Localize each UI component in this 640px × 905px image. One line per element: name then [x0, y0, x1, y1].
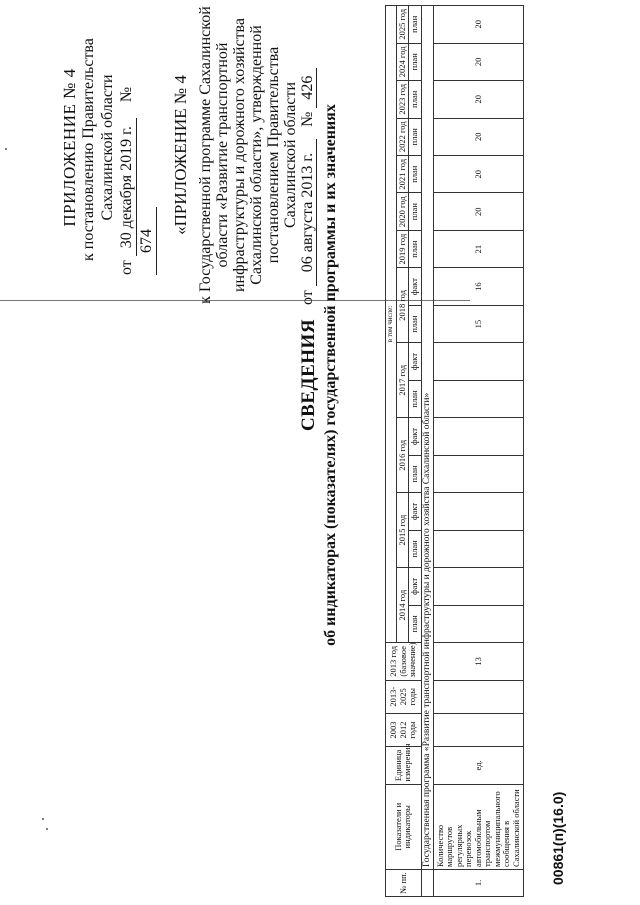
header-2020: 2020 год — [396, 193, 409, 230]
program-appendix-text: к Государственной программе Сахалинской области «Развитие транспортной инфраструктуры и дорожного хозяйства Сахалинской области», утвержденной постановлением Правительства Сахалинской области — [197, 6, 299, 304]
table-row — [434, 6, 524, 897]
row-2014-plan — [434, 605, 524, 642]
program-appendix-heading: «ПРИЛОЖЕНИЕ № 4 — [171, 75, 190, 235]
number-label: № — [299, 111, 316, 127]
row-2025: 20 — [434, 6, 524, 44]
header-plan: план — [409, 455, 422, 492]
header-fact: факт — [409, 268, 422, 305]
header-plan: план — [409, 193, 422, 230]
header-2021: 2021 год — [396, 155, 409, 192]
program-appendix-header — [172, 5, 317, 305]
row-2013: 13 — [434, 643, 524, 680]
header-2025: 2025 год — [396, 6, 409, 44]
header-plan: план — [409, 605, 422, 642]
row-2014-fact — [434, 568, 524, 605]
appendix-line1: к постановлению Правительства — [80, 38, 97, 261]
number-label: № — [118, 86, 135, 103]
row-2015-plan — [434, 530, 524, 567]
header-plan: план — [409, 43, 422, 80]
header-2014: 2014 год — [396, 568, 409, 643]
header-2018: 2018 год — [396, 268, 409, 343]
header-num: № пп. — [386, 869, 422, 896]
row-indicator: Количество маршрутов регулярных перевозок автомобильным транспортом межмуниципального сообщения в Сахалинской области — [434, 784, 524, 869]
header-plan: план — [409, 6, 422, 44]
row-2018-plan: 15 — [434, 305, 524, 342]
header-fact: факт — [409, 418, 422, 455]
row-2022: 20 — [434, 118, 524, 155]
program-date: 06 августа 2013 г. — [299, 139, 317, 286]
title-line2: об индикаторах (показателях) государственной программы и их значениях — [322, 104, 339, 646]
row-2013-2025 — [434, 680, 524, 713]
row-2017-fact — [434, 343, 524, 380]
row-2024: 20 — [434, 43, 524, 80]
row-2021: 20 — [434, 155, 524, 192]
appendix-heading: ПРИЛОЖЕНИЕ № 4 — [60, 68, 79, 227]
header-fact: факт — [409, 343, 422, 380]
header-plan: план — [409, 155, 422, 192]
header-fact: факт — [409, 568, 422, 605]
header-2017: 2017 год — [396, 343, 409, 418]
appendix-number: 674 — [137, 207, 157, 275]
header-including: в том числе: — [386, 6, 397, 643]
header-fact: факт — [409, 493, 422, 530]
header-plan: план — [409, 118, 422, 155]
appendix-date-line — [117, 20, 157, 275]
footer-code: 00861(п)(16.0) — [550, 791, 566, 885]
header-2015: 2015 год — [396, 493, 409, 568]
date-prefix: от — [299, 290, 316, 305]
row-2023: 20 — [434, 81, 524, 118]
header-2022: 2022 год — [396, 118, 409, 155]
header-2013-2025: 2013-2025 годы — [386, 680, 422, 713]
header-2013: 2013 год (базовое значение) — [386, 643, 422, 680]
appendix-header — [60, 20, 157, 275]
header-plan: план — [409, 305, 422, 342]
row-num: 1. — [434, 869, 524, 896]
row-2003 — [434, 713, 524, 746]
table-header-row-1 — [386, 6, 397, 897]
header-plan: план — [409, 230, 422, 267]
title-line1: СВЕДЕНИЯ — [298, 318, 319, 432]
header-2016: 2016 год — [396, 418, 409, 493]
header-2023: 2023 год — [396, 81, 409, 118]
document-title — [298, 85, 340, 665]
row-2018-fact: 16 — [434, 268, 524, 305]
header-unit: Единица измерения — [386, 747, 422, 784]
header-plan: план — [409, 530, 422, 567]
header-indicator: Показатели и индикаторы — [386, 784, 422, 869]
appendix-date: 30 декабря 2019 г. — [117, 118, 137, 256]
row-2015-fact — [434, 493, 524, 530]
header-plan: план — [409, 81, 422, 118]
row-unit: ед. — [434, 747, 524, 784]
row-2020: 20 — [434, 193, 524, 230]
appendix-line2: Сахалинской области — [99, 74, 116, 221]
header-2019: 2019 год — [396, 230, 409, 267]
header-2024: 2024 год — [396, 43, 409, 80]
section-title: Государственная программа «Развитие транспортной инфраструктуры и дорожного хозяйства Сахалинской области» — [421, 6, 434, 870]
header-2003: 2003 2012 годы — [386, 713, 422, 746]
date-prefix: от — [118, 260, 135, 275]
row-2016-plan — [434, 455, 524, 492]
row-2016-fact — [434, 418, 524, 455]
header-plan: план — [409, 380, 422, 417]
row-2019: 21 — [434, 230, 524, 267]
row-2017-plan — [434, 380, 524, 417]
indicators-table — [385, 5, 524, 897]
section-empty-cell — [421, 869, 434, 896]
program-number: 426 — [299, 68, 317, 108]
table-section-row — [421, 6, 434, 897]
